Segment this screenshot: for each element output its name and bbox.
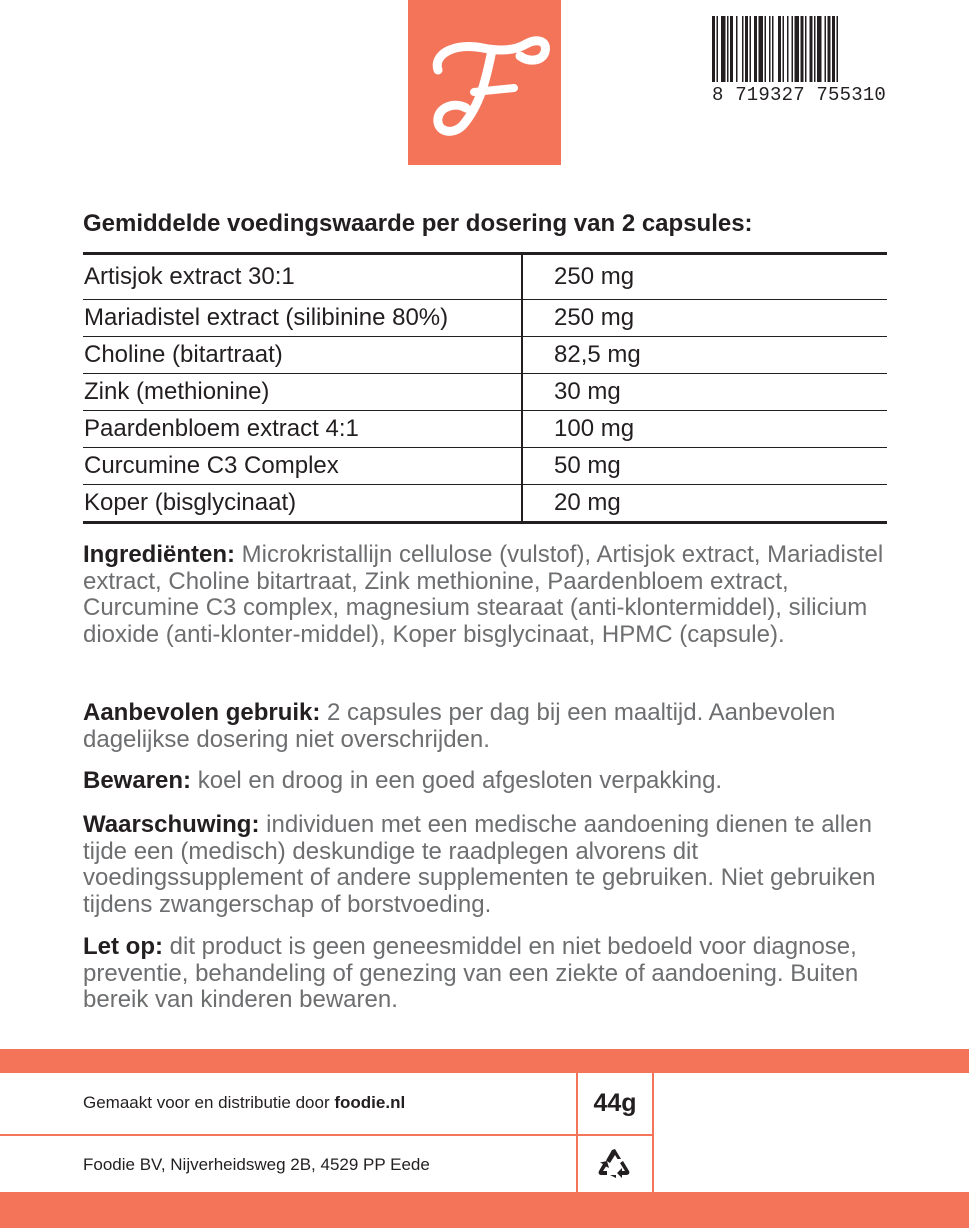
- nutrition-row: [83, 448, 887, 485]
- footer-divider: [0, 1134, 652, 1136]
- barcode-bar: [721, 16, 726, 82]
- barcode-bar: [765, 16, 767, 82]
- barcode: [712, 16, 884, 87]
- note-label: Let op:: [83, 933, 163, 960]
- barcode-bar: [837, 16, 839, 82]
- nutrient-amount: 30 mg: [522, 374, 887, 411]
- barcode-bar: [742, 16, 744, 82]
- barcode-bar: [805, 16, 807, 82]
- ingredients-paragraph: [83, 542, 903, 648]
- distributor-brand: foodie.nl: [334, 1093, 406, 1112]
- barcode-bar: [730, 16, 733, 82]
- nutrient-name: Choline (bitartraat): [83, 337, 522, 374]
- net-weight: 44g: [593, 1089, 637, 1117]
- barcode-bar: [759, 16, 764, 82]
- storage-label: Bewaren:: [83, 767, 192, 794]
- barcode-bar: [717, 16, 719, 82]
- barcode-bar: [754, 16, 757, 82]
- nutrient-name: Artisjok extract 30:1: [83, 254, 522, 300]
- storage-text: koel en droog in een goed afgesloten verpakking.: [191, 767, 723, 794]
- barcode-bar: [769, 16, 771, 82]
- barcode-bar: [792, 16, 794, 82]
- recycle-icon: [596, 1147, 634, 1186]
- barcode-bar: [801, 16, 804, 82]
- warning-paragraph: [83, 812, 903, 918]
- barcode-bar: [778, 16, 781, 82]
- footer-bottom-band: [0, 1192, 969, 1228]
- barcode-bar: [787, 16, 789, 82]
- barcode-bar: [750, 16, 752, 82]
- usage-label: Aanbevolen gebruik:: [83, 699, 321, 726]
- nutrition-table-title: Gemiddelde voedingswaarde per dosering van 2 capsules:: [83, 210, 753, 237]
- nutrient-name: Zink (methionine): [83, 374, 522, 411]
- company-address: Foodie BV, Nijverheidsweg 2B, 4529 PP Eede: [83, 1155, 430, 1174]
- usage-text: 2 capsules per dag bij een maaltijd. Aanbevolen dagelijkse dosering niet overschrijden.: [83, 699, 836, 753]
- nutrient-name: Mariadistel extract (silibinine 80%): [83, 300, 522, 337]
- nutrition-row: [83, 254, 887, 300]
- distributor-line: [83, 1093, 405, 1113]
- barcode-bar: [795, 16, 800, 82]
- storage-paragraph: [83, 768, 903, 795]
- barcode-bar: [712, 16, 715, 82]
- nutrition-row: [83, 337, 887, 374]
- barcode-bar: [810, 16, 813, 82]
- nutrient-name: Koper (bisglycinaat): [83, 485, 522, 523]
- footer-divider: [652, 1073, 654, 1192]
- barcode-number: 8 719327 755310: [712, 84, 887, 106]
- warning-label: Waarschuwing:: [83, 811, 260, 838]
- brand-logo: [408, 0, 561, 165]
- barcode-bar: [745, 16, 748, 82]
- foodie-f-logo-icon: [408, 0, 561, 165]
- barcode-bar: [727, 16, 729, 82]
- nutrient-name: Paardenbloem extract 4:1: [83, 411, 522, 448]
- ingredients-text: Microkristallijn cellulose (vulstof), Artisjok extract, Mariadistel extract, Choline bitartraat, Zink methionine, Paardenbloem extract, Curcumine C3 complex, magnesium stearaat (anti-klontermiddel), silicium dioxide (anti-klonter-middel), Koper bisglycinaat, HPMC (capsule).: [83, 541, 884, 648]
- nutrient-amount: 82,5 mg: [522, 337, 887, 374]
- nutrition-row: [83, 411, 887, 448]
- warning-text: individuen met een medische aandoening dienen te allen tijde een (medisch) deskundige te raadplegen alvorens dit voedingssupplement of andere supplementen te gebruiken. Niet gebruiken tijdens zwangerschap of borstvoeding.: [83, 811, 876, 918]
- note-text: dit product is geen geneesmiddel en niet bedoeld voor diagnose, preventie, behandeling of genezing van een ziekte of aandoening. Buiten bereik van kinderen bewaren.: [83, 933, 859, 1013]
- barcode-bar: [825, 16, 827, 82]
- barcode-bar: [736, 16, 738, 82]
- nutrient-amount: 100 mg: [522, 411, 887, 448]
- nutrient-amount: 50 mg: [522, 448, 887, 485]
- barcode-bar: [828, 16, 831, 82]
- nutrition-row: [83, 374, 887, 411]
- note-paragraph: [83, 934, 903, 1014]
- nutrient-amount: 250 mg: [522, 300, 887, 337]
- barcode-bar: [814, 16, 816, 82]
- barcode-bar: [772, 16, 774, 82]
- nutrition-table: [83, 252, 887, 524]
- barcode-bar: [832, 16, 835, 82]
- nutrient-amount: 20 mg: [522, 485, 887, 523]
- footer-top-band: [0, 1049, 969, 1073]
- distributor-prefix: Gemaakt voor en distributie door: [83, 1093, 335, 1112]
- ingredients-label: Ingrediënten:: [83, 541, 236, 568]
- nutrient-amount: 250 mg: [522, 254, 887, 300]
- usage-paragraph: [83, 700, 903, 753]
- nutrient-name: Curcumine C3 Complex: [83, 448, 522, 485]
- nutrition-row: [83, 485, 887, 523]
- barcode-bar: [817, 16, 822, 82]
- barcode-bar: [783, 16, 785, 82]
- nutrition-row: [83, 300, 887, 337]
- footer: [0, 1073, 969, 1192]
